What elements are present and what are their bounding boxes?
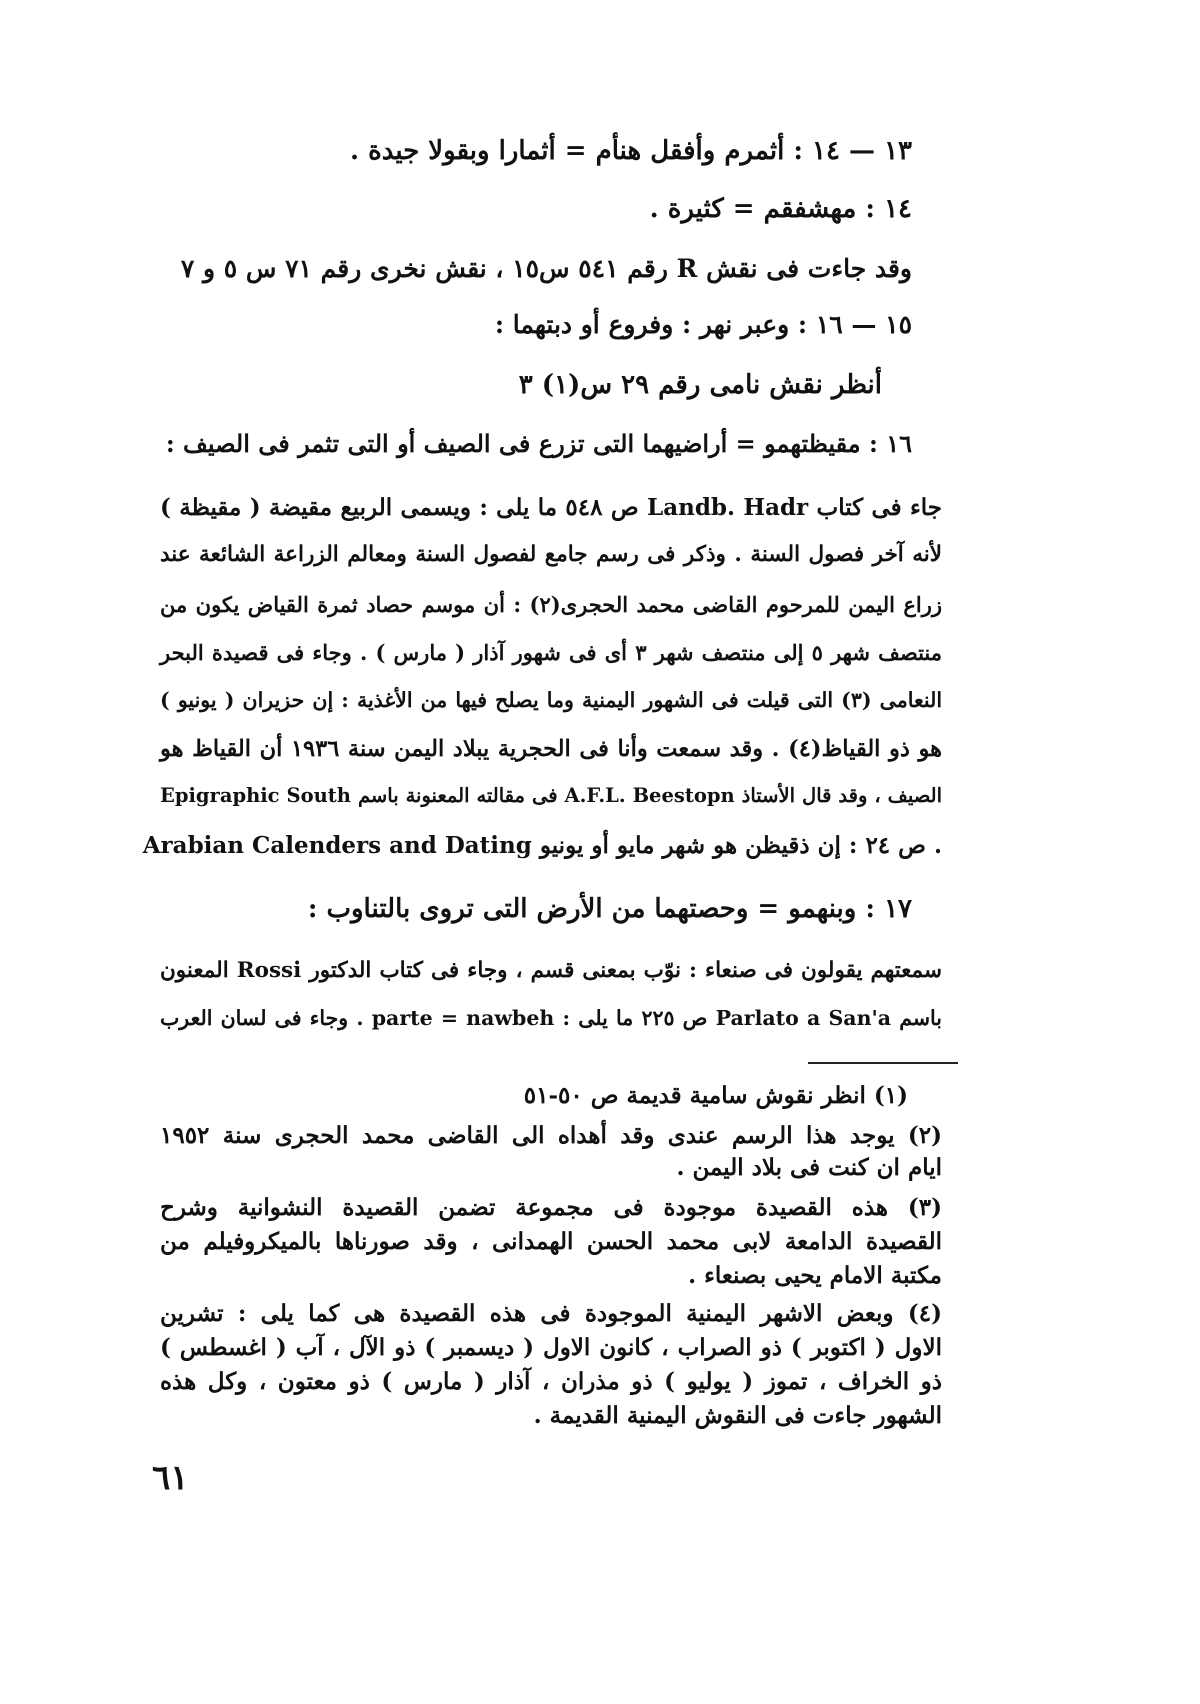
footnote-line: (١) انظر نقوش سامية قديمة ص ٥٠-٥١ (523, 1082, 908, 1109)
footnote-separator (808, 1062, 958, 1064)
body-line: ١٦ : مقيظتهمو = أراضيهما التى تزرع فى الصيف أو التى تثمر فى الصيف : (165, 429, 912, 458)
body-line: زراع اليمن للمرحوم القاضى محمد الحجرى(٢) : أن موسم حصاد ثمرة القياض يكون من (160, 592, 942, 617)
body-line: Arabian Calenders and Dating ص ٢٤ : إن ذقيظن هو شهر مايو أو يونيو . (142, 832, 942, 859)
footnote-line: الاول ( اكتوبر ) ذو الصراب ، كانون الاول ( ديسمبر ) ذو الآل ، آب ( اغسطس ) (160, 1334, 942, 1361)
footnote-line: (٢) يوجد هذا الرسم عندى وقد أهداه الى القاضى محمد الحجرى سنة ١٩٥٢ (160, 1122, 942, 1149)
body-line: ١٧ : وبنهمو = وحصتهما من الأرض التى تروى بالتناوب : (307, 894, 912, 924)
footnote-line: ذو الخراف ، تموز ( يوليو ) ذو مذران ، آذار ( مارس ) ذو معتون ، وكل هذه (160, 1368, 942, 1395)
body-line: الصيف ، وقد قال الأستاذ A.F.L. Beestopn فى مقالته المعنونة باسم Epigraphic South (160, 784, 942, 807)
body-line: ١٣ — ١٤ : أثمرم وأفقل هنأم = أثمارا وبقولا جيدة . (349, 136, 912, 166)
footnote-line: (٣) هذه القصيدة موجودة فى مجموعة تضمن القصيدة النشوانية وشرح (160, 1194, 942, 1221)
body-line: النعامى (٣) التى قيلت فى الشهور اليمنية وما يصلح فيها من الأغذية : إن حزيران ( يونيو ) (160, 688, 943, 712)
page-number: ٦١ (152, 1458, 189, 1498)
footnote-line: (٤) وبعض الاشهر اليمنية الموجودة فى هذه القصيدة هى كما يلى : تشرين (160, 1300, 942, 1327)
body-line: باسم Parlato a San'a ص ٢٢٥ ما يلى : parte = nawbeh . وجاء فى لسان العرب (160, 1006, 942, 1030)
footnote-line: الشهور جاءت فى النقوش اليمنية القديمة . (533, 1402, 942, 1429)
body-line: أنظر نقش نامى رقم ٢٩ س(١) ٣ (518, 370, 882, 400)
footnote-line: ايام ان كنت فى بلاد اليمن . (676, 1154, 942, 1181)
body-line: لأنه آخر فصول السنة . وذكر فى رسم جامع لفصول السنة ومعالم الزراعة الشائعة عند (160, 542, 942, 567)
body-line: ١٤ : مهشفقم = كثيرة . (649, 194, 912, 224)
body-line: وقد جاءت فى نقش R رقم ٥٤١ س١٥ ، نقش نخرى رقم ٧١ س ٥ و ٧ (180, 254, 912, 283)
body-line: ١٥ — ١٦ : وعبر نهر : وفروع أو دبتهما : (494, 310, 912, 339)
body-line: جاء فى كتاب Landb. Hadr ص ٥٤٨ ما يلى : ويسمى الربيع مقيضة ( مقيظة ) (160, 494, 943, 521)
footnote-line: مكتبة الامام يحيى بصنعاء . (688, 1262, 942, 1289)
body-line: هو ذو القياظ(٤) . وقد سمعت وأنا فى الحجرية يبلاد اليمن سنة ١٩٣٦ أن القياظ هو (160, 736, 942, 762)
body-line: منتصف شهر ٥ إلى منتصف شهر ٣ أى فى شهور آذار ( مارس ) . وجاء فى قصيدة البحر (160, 640, 943, 665)
body-line: سمعتهم يقولون فى صنعاء : نوّب بمعنى قسم ، وجاء فى كتاب الدكتور Rossi المعنون (160, 958, 942, 983)
footnote-line: القصيدة الدامعة لابى محمد الحسن الهمدانى ، وقد صورناها بالميكروفيلم من (160, 1228, 942, 1255)
